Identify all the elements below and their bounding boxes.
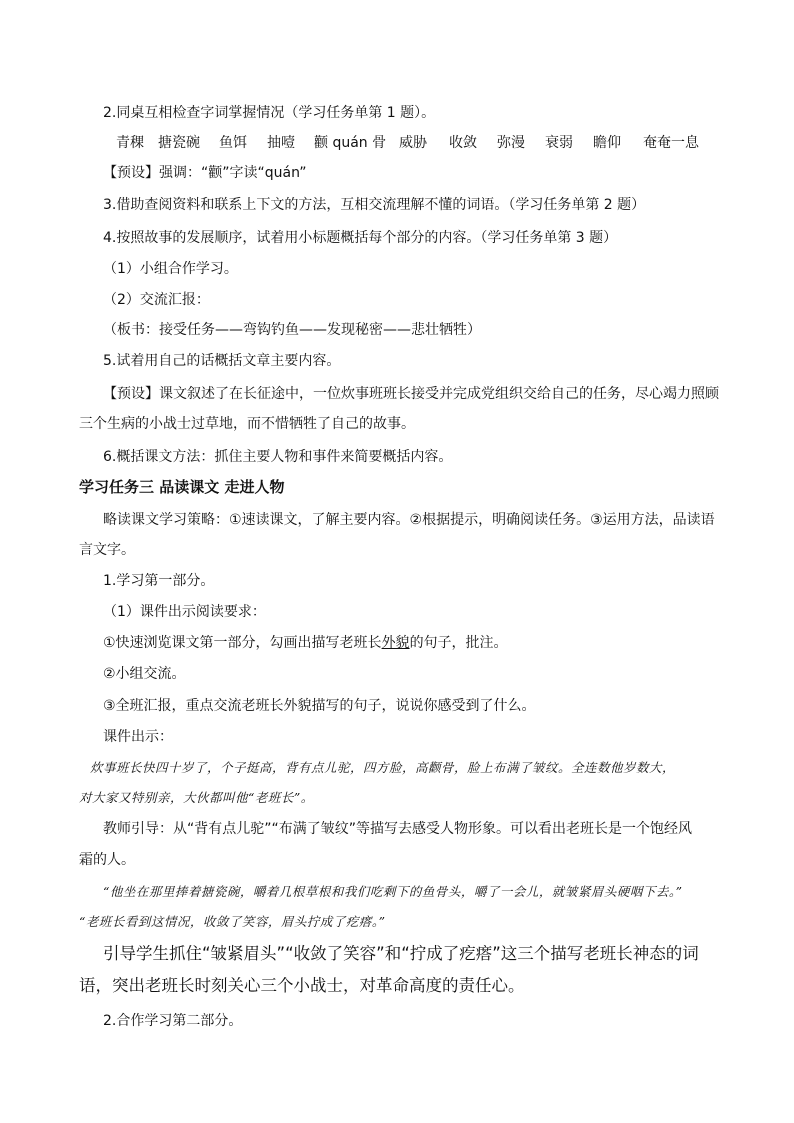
quote-line: 炊事班长快四十岁了，个子挺高，背有点儿驼，四方脸，高颧骨，脸上布满了皱纹。全连数他岁数大， xyxy=(90,760,676,775)
text-line: 6.概括课文方法：抓住主要人物和事件来简要概括内容。 xyxy=(103,449,453,465)
text-line: （板书：接受任务——弯钩钓鱼——发现秘密——悲壮牺牲） xyxy=(103,322,481,338)
text-line: 2.同桌互相检查字词掌握情况（学习任务单第 1 题）。 xyxy=(103,105,436,121)
text-line: 【预设】强调：“颧”字读“quán” xyxy=(103,165,307,181)
text-line: （1）课件出示阅读要求： xyxy=(103,604,266,620)
word-item: 鱼饵 xyxy=(219,135,247,151)
text-line: 语，突出老班长时刻关心三个小战士，对革命高度的责任心。 xyxy=(79,976,525,995)
word-item: 威胁 xyxy=(399,135,427,151)
text-run: ①快速浏览课文第一部分，勾画出描写老班长 xyxy=(103,635,382,651)
word-item: 颧 quán 骨 xyxy=(314,135,387,151)
word-item: 搪瓷碗 xyxy=(158,135,200,151)
underlined-text: 外貌 xyxy=(381,635,410,651)
text-line: （2）交流汇报： xyxy=(103,292,210,308)
text-line: 5.试着用自己的话概括文章主要内容。 xyxy=(103,353,341,369)
text-line: ③全班汇报，重点交流老班长外貌描写的句子，说说你感受到了什么。 xyxy=(103,698,536,714)
text-line: 略读课文学习策略：①速读课文，了解主要内容。②根据提示，明确阅读任务。③运用方法，品读语 xyxy=(103,512,715,528)
text-line: 教师引导：从“背有点儿驼”“布满了皱纹”等描写去感受人物形象。可以看出老班长是一个饱经风 xyxy=(103,821,693,837)
section-heading: 学习任务三 品读课文 走进人物 xyxy=(79,478,285,496)
text-line: 课件出示： xyxy=(103,729,173,745)
text-line: 言文字。 xyxy=(79,542,135,558)
text-line: 【预设】课文叙述了在长征途中，一位炊事班班长接受并完成党组织交给自己的任务，尽心竭力照顾 xyxy=(103,386,719,402)
text-line: 引导学生抓住“皱紧眉头”“收敛了笑容”和“拧成了疙瘩”这三个描写老班长神态的词 xyxy=(103,944,699,963)
word-item: 弥漫 xyxy=(497,135,525,151)
text-line: 3.借助查阅资料和联系上下文的方法，互相交流理解不懂的词语。（学习任务单第 2 题） xyxy=(103,197,646,213)
text-line: 三个生病的小战士过草地，而不惜牺牲了自己的故事。 xyxy=(79,416,415,432)
word-item: 收敛 xyxy=(449,135,477,151)
word-item: 抽噎 xyxy=(267,135,295,151)
word-item: 青稞 xyxy=(116,135,144,151)
text-line: ②小组交流。 xyxy=(103,666,186,682)
text-line xyxy=(103,633,508,653)
text-line: 4.按照故事的发展顺序，试着用小标题概括每个部分的内容。（学习任务单第 3 题） xyxy=(103,230,618,246)
quote-line: 对大家又特别亲，大伙都叫他“老班长”。 xyxy=(79,790,314,805)
word-item: 衰弱 xyxy=(545,135,573,151)
text-line: 霜的人。 xyxy=(79,852,135,868)
text-run: 的句子，批注。 xyxy=(409,635,508,651)
quote-line: “他坐在那里捧着搪瓷碗，嚼着几根草根和我们吃剩下的鱼骨头，嚼了一会儿，就皱紧眉头硬咽下去。” xyxy=(103,884,683,899)
text-line: （1）小组合作学习。 xyxy=(103,261,238,277)
word-item: 瞻仰 xyxy=(593,135,621,151)
word-item: 奄奄一息 xyxy=(643,135,699,151)
text-line: 2.合作学习第二部分。 xyxy=(103,1013,243,1029)
quote-line: “老班长看到这情况，收敛了笑容，眉头拧成了疙瘩。” xyxy=(79,914,386,929)
text-line: 1.学习第一部分。 xyxy=(103,573,215,589)
